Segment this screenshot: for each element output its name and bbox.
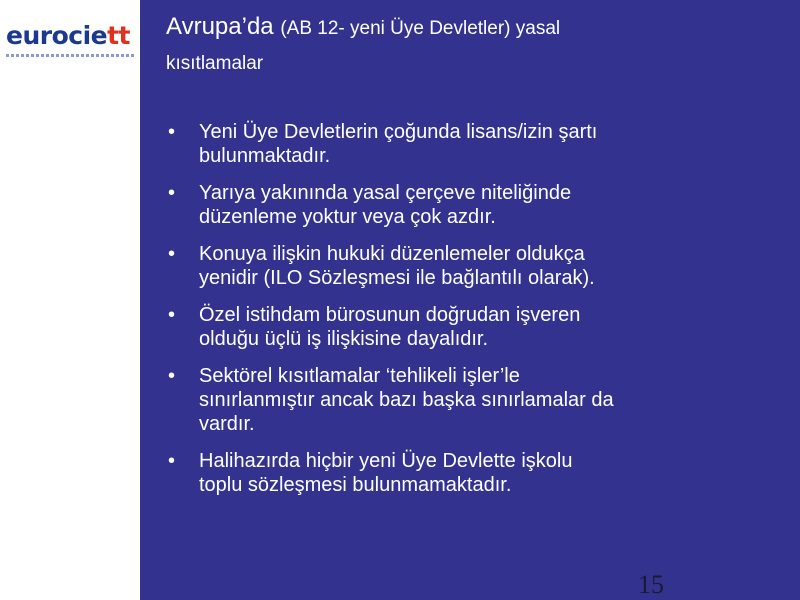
bullet-item: [168, 364, 728, 436]
bullet-list: [168, 120, 728, 510]
title-main: Avrupa’da: [166, 13, 274, 40]
logo-wordmark-prefix: eurocie: [6, 21, 108, 50]
bullet-text-line: Özel istihdam bürosunun doğrudan işveren: [199, 304, 581, 326]
logo-tagline-mark: [6, 54, 134, 57]
logo-wordmark: [6, 22, 136, 50]
bullet-text-line: Yeni Üye Devletlerin çoğunda lisans/izin şartı: [199, 121, 598, 143]
logo-wordmark-accent: tt: [107, 21, 131, 50]
bullet-item: [168, 303, 728, 351]
bullet-text-line: sınırlanmıştır ancak bazı başka sınırlamalar da: [199, 389, 614, 411]
content-panel: [140, 0, 800, 600]
bullet-item: [168, 181, 728, 229]
title-line2: kısıtlamalar: [166, 53, 264, 74]
bullet-text-line: olduğu üçlü iş ilişkisine dayalıdır.: [199, 328, 489, 350]
bullet-text-line: Konuya ilişkin hukuki düzenlemeler oldukça: [199, 243, 585, 265]
bullet-item: [168, 120, 728, 168]
bullet-item: [168, 242, 728, 290]
bullet-item: [168, 449, 728, 497]
bullet-dot-icon: •: [168, 304, 176, 326]
bullet-text-line: yenidir (ILO Sözleşmesi ile bağlantılı olarak).: [199, 267, 595, 289]
slide-title: [166, 10, 786, 80]
bullet-dot-icon: •: [168, 450, 176, 472]
bullet-text-line: Halihazırda hiçbir yeni Üye Devlette işkolu: [199, 450, 573, 472]
bullet-dot-icon: •: [168, 182, 176, 204]
eurociett-logo: [6, 22, 136, 64]
bullet-text-line: düzenleme yoktur veya çok azdır.: [199, 206, 496, 228]
bullet-text-line: vardır.: [199, 413, 255, 435]
bullet-dot-icon: •: [168, 121, 176, 143]
bullet-text-line: toplu sözleşmesi bulunmamaktadır.: [199, 474, 512, 496]
page-number: 15: [638, 570, 664, 599]
bullet-text-line: Sektörel kısıtlamalar ‘tehlikeli işler’le: [199, 365, 520, 387]
bullet-text-line: Yarıya yakınında yasal çerçeve niteliğinde: [199, 182, 572, 204]
title-sub: (AB 12- yeni Üye Devletler) yasal: [280, 18, 561, 39]
logo-area: [0, 0, 140, 600]
bullet-dot-icon: •: [168, 243, 176, 265]
bullet-text-line: bulunmaktadır.: [199, 145, 331, 167]
bullet-dot-icon: •: [168, 365, 176, 387]
